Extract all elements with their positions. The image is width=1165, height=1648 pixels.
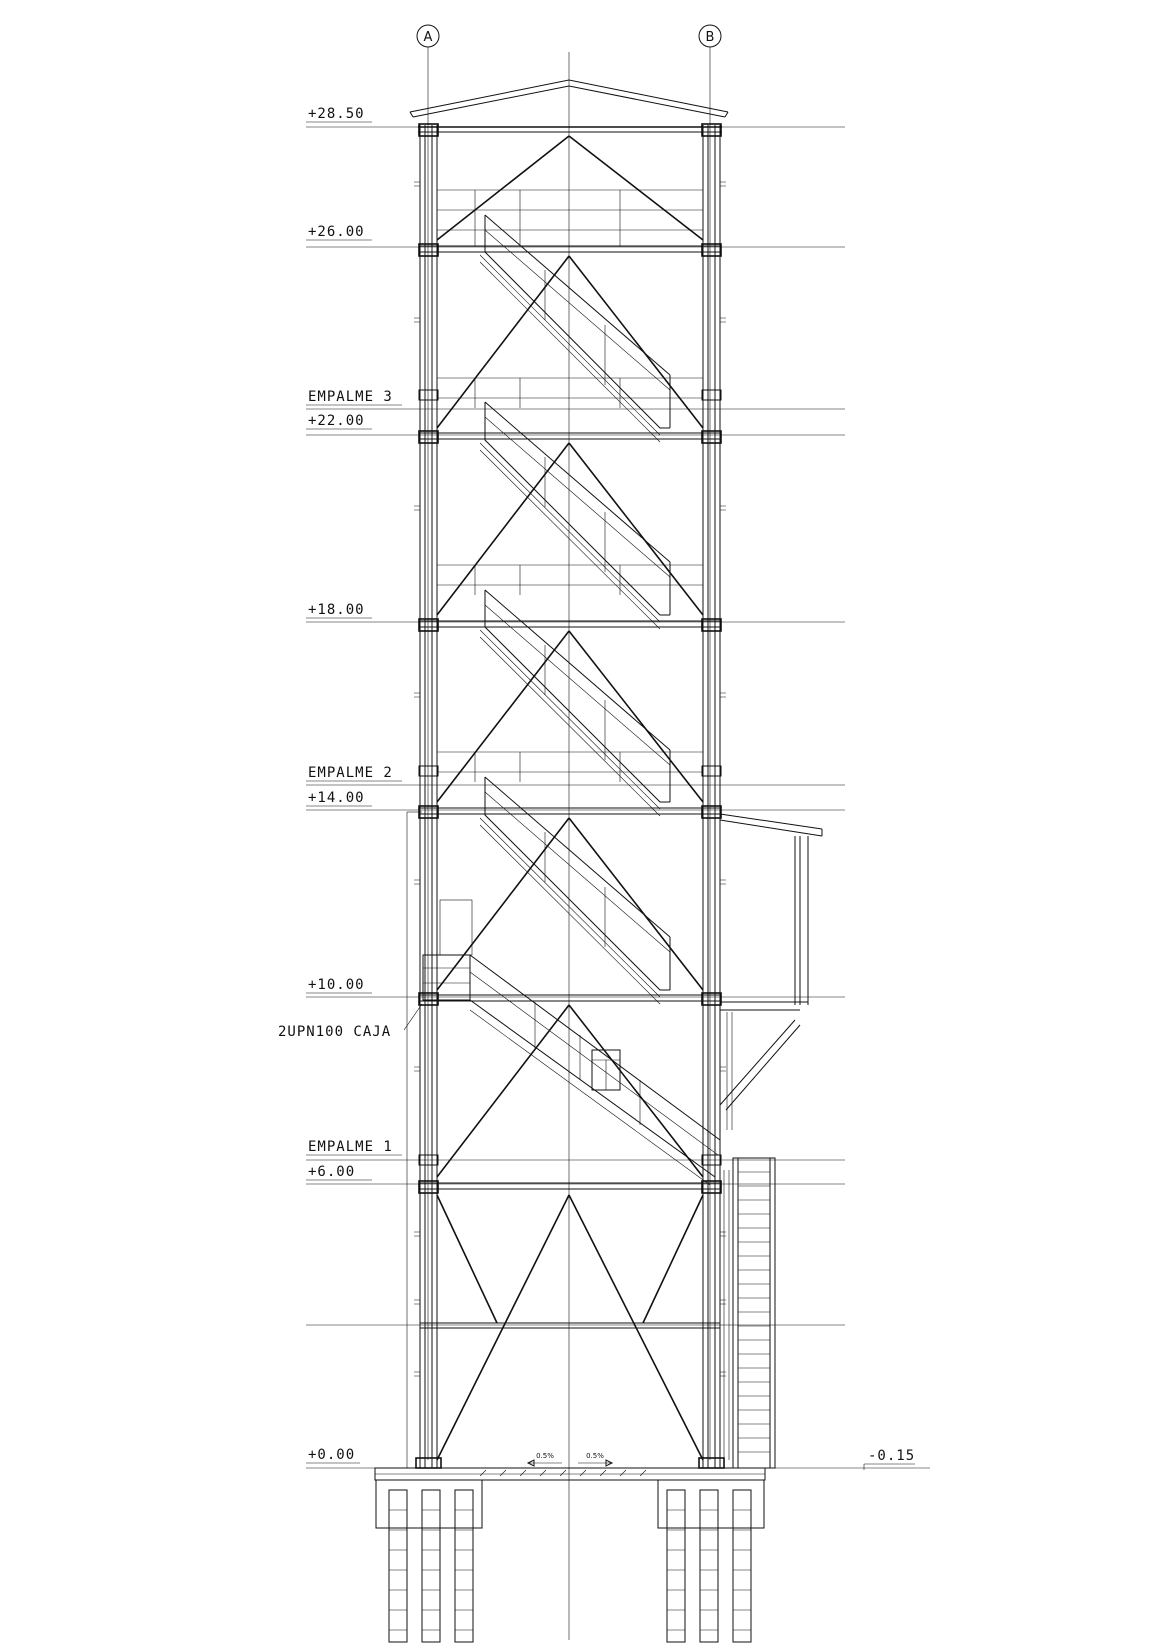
level-label-1800: +18.00	[308, 602, 365, 618]
empalme-2-label: EMPALME 2	[308, 765, 393, 781]
column-joints	[414, 124, 726, 1376]
level-label-2200: +22.00	[308, 413, 365, 429]
slope-right-label: 0.5%	[586, 1452, 604, 1460]
level-label-neg015: -0.15	[868, 1448, 916, 1464]
grid-axes	[417, 25, 721, 1640]
foundation	[375, 1458, 765, 1642]
level-label-600: +6.00	[308, 1164, 356, 1180]
level-label-1400: +14.00	[308, 790, 365, 806]
empalme-1-label: EMPALME 1	[308, 1139, 393, 1155]
floor-beams	[420, 246, 720, 1328]
beam-callout-label: 2UPN100 CAJA	[278, 1024, 392, 1040]
landing-left	[423, 900, 472, 1000]
storey-braces	[437, 256, 703, 1460]
level-label-2850: +28.50	[308, 106, 365, 122]
level-lines	[306, 127, 930, 1468]
external-stair	[724, 1158, 775, 1468]
slope-left-label: 0.5%	[536, 1452, 554, 1460]
columns	[407, 125, 720, 1468]
top-bay	[437, 136, 703, 246]
slope-markers	[528, 1452, 612, 1466]
level-label-2600: +26.00	[308, 224, 365, 240]
axis-a-label: A	[423, 30, 433, 45]
canopy-right	[720, 814, 822, 1130]
level-label-000: +0.00	[308, 1447, 356, 1463]
beam-callout	[278, 1004, 422, 1040]
axis-b-label: B	[705, 30, 715, 45]
level-label-1000: +10.00	[308, 977, 365, 993]
empalme-3-label: EMPALME 3	[308, 389, 393, 405]
